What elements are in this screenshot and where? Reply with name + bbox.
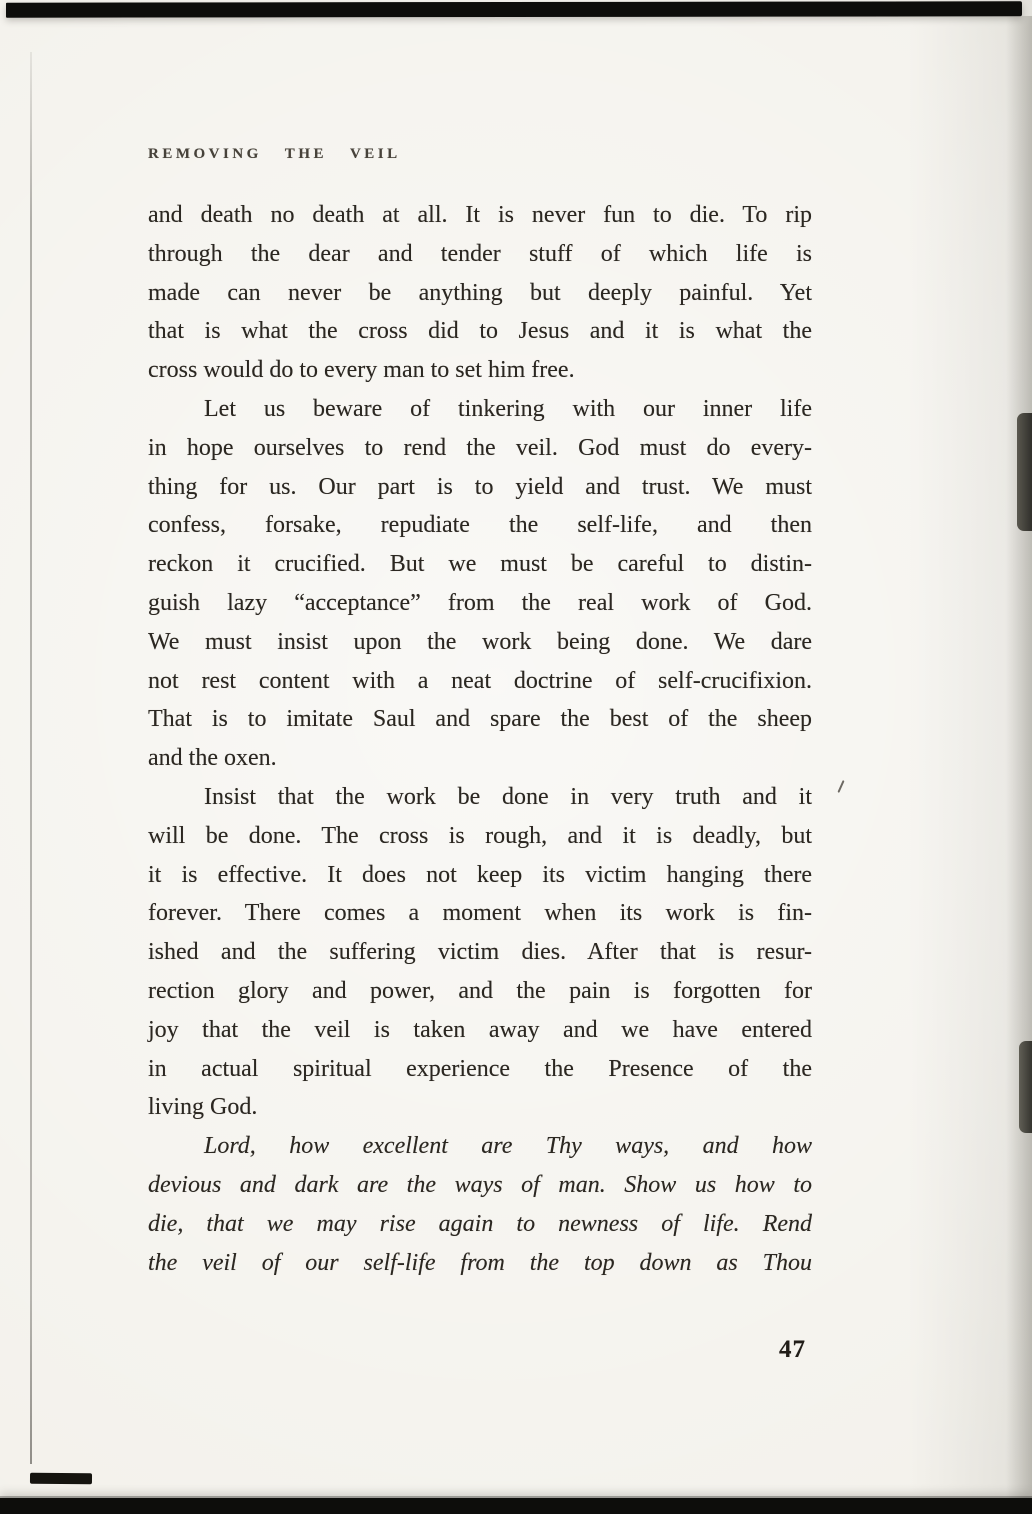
text-line: not rest content with a neat doctrine of self-crucifixion.: [148, 667, 812, 694]
text-line: joy that the veil is taken away and we have entered: [148, 1016, 812, 1043]
page-gutter-line: [30, 52, 32, 1464]
text-line: in actual spiritual experience the Presence of the: [148, 1055, 812, 1082]
text-line: forever. There comes a moment when its work is fin-: [148, 900, 812, 927]
text-line: that is what the cross did to Jesus and it is what the: [148, 318, 812, 345]
text-line: That is to imitate Saul and spare the best of the sheep: [148, 706, 812, 733]
text-line: Let us beware of tinkering with our inner life: [204, 395, 812, 422]
text-line: confess, forsake, repudiate the self-life, and then: [148, 512, 812, 539]
scan-mark-bottom-left: [30, 1473, 92, 1484]
scan-edge-top: [6, 1, 1022, 17]
text-line: made can never be anything but deeply painful. Yet: [148, 279, 812, 306]
paragraph: [148, 778, 812, 1127]
text-line: and death no death at all. It is never fun to die. To rip: [148, 202, 812, 228]
scan-edge-right-mark-lower: [1019, 1041, 1032, 1133]
paragraph: [148, 1127, 812, 1282]
text-line: and the oxen.: [148, 745, 277, 772]
text-line: in hope ourselves to rend the veil. God must do every-: [148, 434, 812, 461]
text-line: We must insist upon the work being done. We dare: [148, 628, 812, 655]
page-number: 47: [779, 1336, 806, 1363]
text-line: devious and dark are the ways of man. Show us how to: [148, 1171, 812, 1198]
stray-ink-mark: [837, 780, 844, 793]
text-line: die, that we may rise again to newness of life. Rend: [148, 1210, 812, 1237]
text-line: will be done. The cross is rough, and it is deadly, but: [148, 822, 812, 849]
text-line: cross would do to every man to set him free.: [148, 357, 575, 384]
text-line: the veil of our self-life from the top down as Thou: [148, 1249, 812, 1276]
paragraph: [148, 196, 812, 390]
text-line: rection glory and power, and the pain is forgotten for: [148, 977, 812, 1004]
text-line: it is effective. It does not keep its victim hanging there: [148, 861, 812, 888]
text-line: through the dear and tender stuff of which life is: [148, 240, 812, 267]
scan-edge-right-shade: [1006, 16, 1032, 1498]
text-block: [148, 196, 812, 1282]
text-line: Lord, how excellent are Thy ways, and how: [204, 1133, 812, 1160]
text-line: living God.: [148, 1094, 258, 1121]
scan-edge-right-mark-upper: [1017, 413, 1032, 531]
text-line: reckon it crucified. But we must be careful to distin-: [148, 551, 812, 578]
text-line: thing for us. Our part is to yield and trust. We must: [148, 473, 812, 500]
paragraph: [148, 390, 812, 778]
text-line: guish lazy “acceptance” from the real work of God.: [148, 589, 812, 616]
scan-edge-bottom: [0, 1498, 1032, 1514]
running-header: REMOVING THE VEIL: [148, 146, 401, 162]
text-line: ished and the suffering victim dies. After that is resur-: [148, 939, 812, 966]
text-line: Insist that the work be done in very truth and it: [204, 783, 812, 810]
